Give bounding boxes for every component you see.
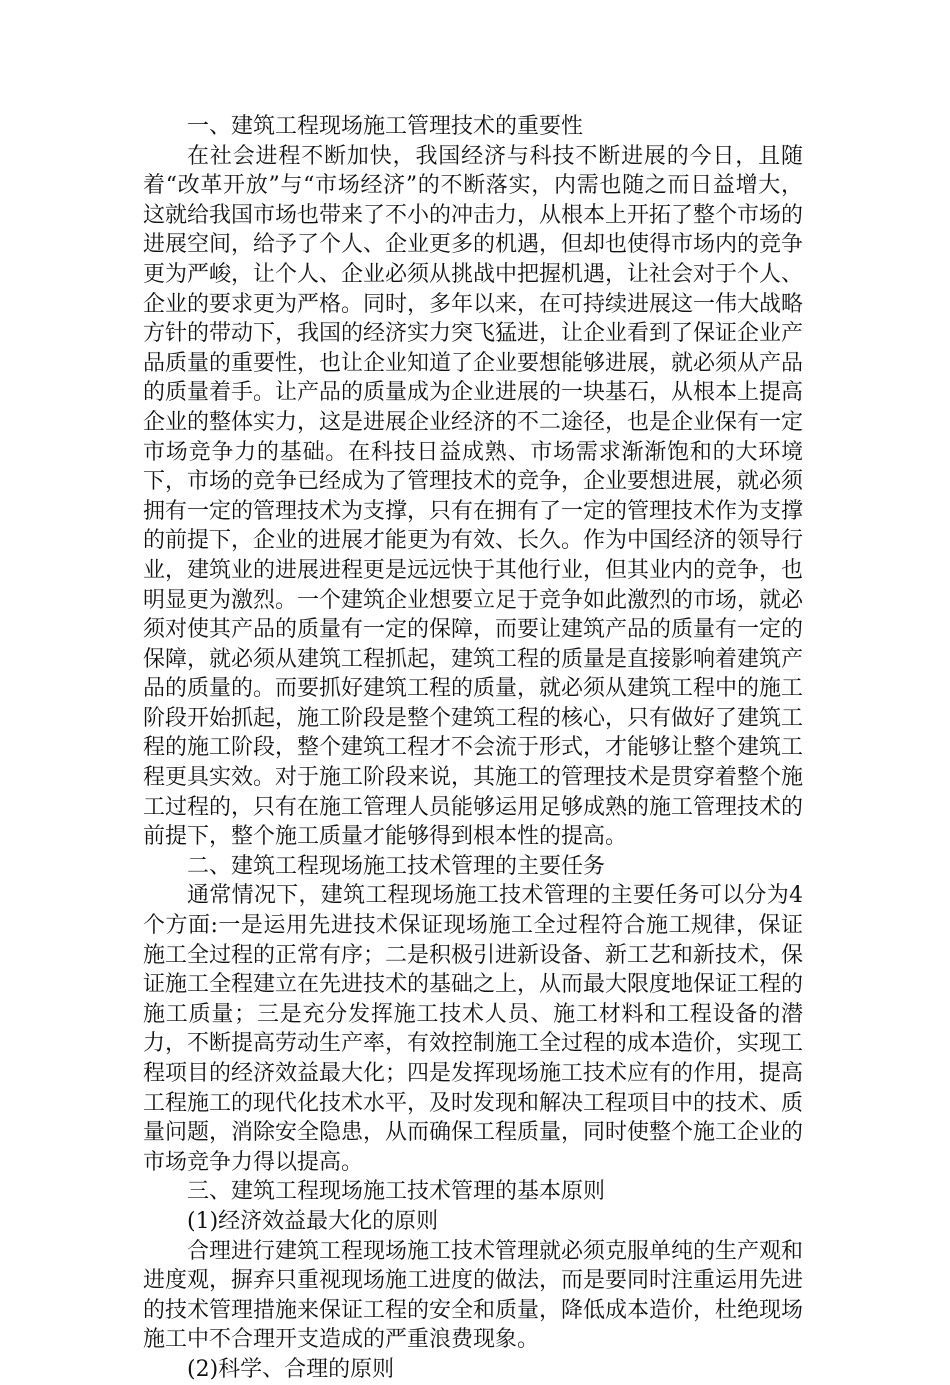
section-heading-2: 二、建筑工程现场施工技术管理的主要任务 <box>187 853 606 879</box>
section-2-paragraph: 通常情况下，建筑工程现场施工技术管理的主要任务可以分为4个方面:一是运用先进技术保证现场施工全过程符合施工规律，保证施工全过程的正常有序；二是积极引进新设备、新工艺和新技术，保证施工全程建立在先进技术的基础之上，从而最大限度地保证工程的施工质量；三是充分发挥施工技术人员、施工材料和工程设备的潜力，不断提高劳动生产率，有效控制施工全过程的成本造价，实现工程项目的经济效益最大化；四是发挥现场施工技术应有的作用，提高工程施工的现代化技术水平，及时发现和解决工程项目中的技术、质量问题，消除安全隐患，从而确保工程质量，同时使整个施工企业的市场竞争力得以提高。 <box>143 883 804 1175</box>
section-heading-3: 三、建筑工程现场施工技术管理的基本原则 <box>187 1179 606 1205</box>
sub-heading-1: (1)经济效益最大化的原则 <box>187 1208 439 1234</box>
sub-section-1-paragraph: 合理进行建筑工程现场施工技术管理就必须克服单纯的生产观和进度观，摒弃只重视现场施工进度的做法，而是要同时注重运用先进的技术管理措施来保证工程的安全和质量，降低成本造价，杜绝现场施工中不合理开支造成的严重浪费现象。 <box>143 1238 804 1353</box>
section-heading-1: 一、建筑工程现场施工管理技术的重要性 <box>187 114 584 139</box>
section-1-paragraph: 在社会进程不断加快，我国经济与科技不断进展的今日，且随着“改革开放”与“市场经济”的不断落实，内需也随之而日益增大，这就给我国市场也带来了不小的冲击力，从根本上开拓了整个市场的进展空间，给予了个人、企业更多的机遇，但却也使得市场内的竞争更为严峻，让个人、企业必须从挑战中把握机遇，让社会对于个人、企业的要求更为严格。同时，多年以来，在可持续进展这一伟大战略方针的带动下，我国的经济实力突飞猛进，让企业看到了保证企业产品质量的重要性，也让企业知道了企业要想能够进展，就必须从产品的质量着手。让产品的质量成为企业进展的一块基石，从根本上提高企业的整体实力，这是进展企业经济的不二途径，也是企业保有一定市场竞争力的基础。在科技日益成熟、市场需求渐渐饱和的大环境下，市场的竞争已经成为了管理技术的竞争，企业要想进展，就必须拥有一定的管理技术为支撑，只有在拥有了一定的管理技术作为支撑的前提下，企业的进展才能更为有效、长久。作为中国经济的领导行业，建筑业的进展进程更是远远快于其他行业，但其业内的竞争，也明显更为激烈。一个建筑企业想要立足于竞争如此激烈的市场，就必须对使其产品的质量有一定的保障，而要让建筑产品的质量有一定的保障，就必须从建筑工程抓起，建筑工程的质量是直接影响着建筑产品的质量的。而要抓好建筑工程的质量，就必须从建筑工程中的施工阶段开始抓起，施工阶段是整个建筑工程的核心，只有做好了建筑工程的施工阶段，整个建筑工程才不会流于形式，才能够让整个建筑工程更具实效。对于施工阶段来说，其施工的管理技术是贯穿着整个施工过程的，只有在施工管理人员能够运用足够成熟的施工管理技术的前提下，整个施工质量才能够得到根本性的提高。 <box>143 143 804 850</box>
document-page <box>143 112 803 1385</box>
sub-heading-2: (2)科学、合理的原则 <box>187 1356 395 1382</box>
